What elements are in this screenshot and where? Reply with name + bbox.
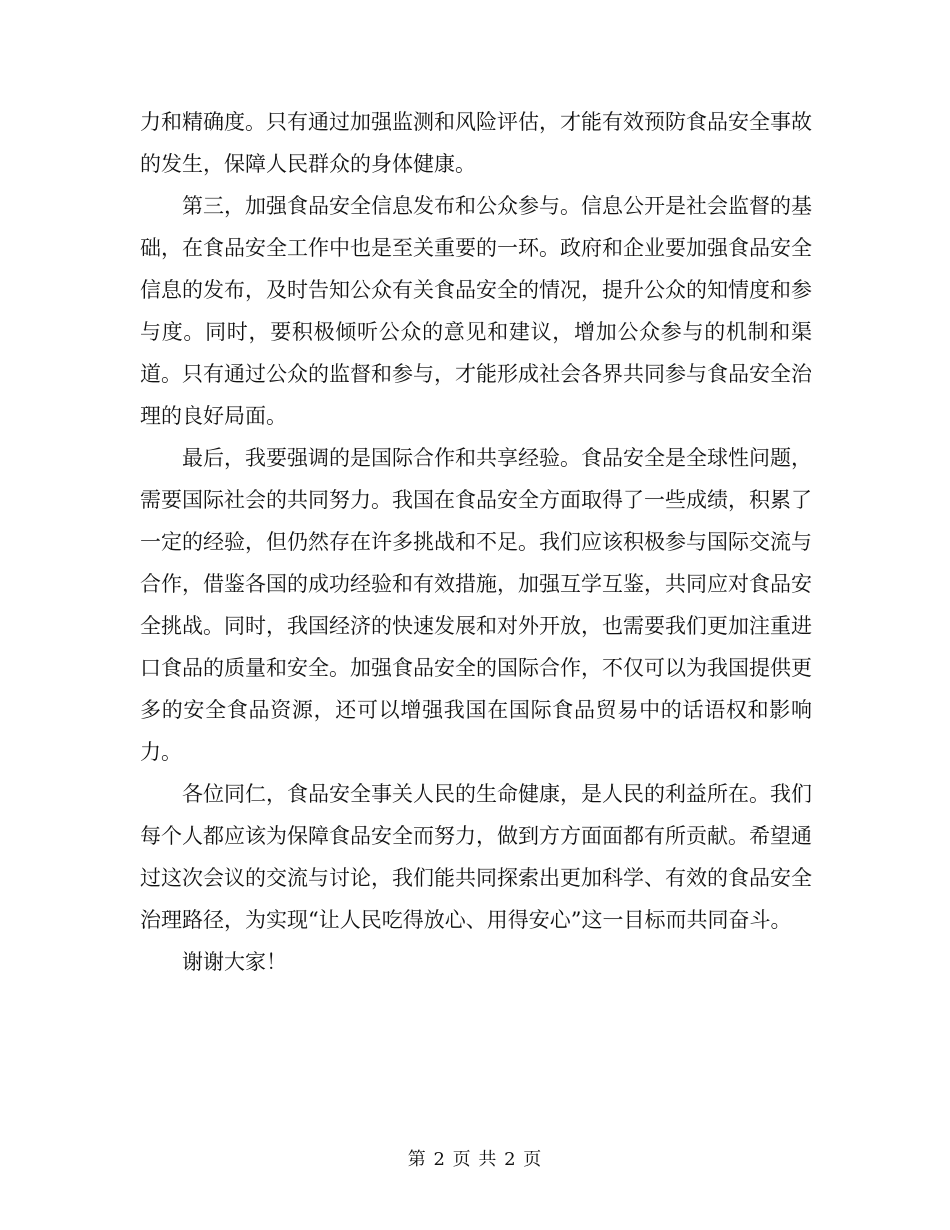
paragraph-continued-monitoring: 力和精确度。只有通过加强监测和风险评估，才能有效预防食品安全事故的发生，保障人民群众的身体健康。 <box>140 110 812 176</box>
paragraph-information-disclosure: 第三，加强食品安全信息发布和公众参与。信息公开是社会监督的基础，在食品安全工作中也是至关重要的一环。政府和企业要加强食品安全信息的发布，及时告知公众有关食品安全的情况，提升公众的知情度和参与度。同时，要积极倾听公众的意见和建议，增加公众参与的机制和渠道。只有通过公众的监督和参与，才能形成社会各界共同参与食品安全治理的良好局面。 <box>140 194 812 428</box>
document-body <box>140 101 812 983</box>
paragraph-international-cooperation: 最后，我要强调的是国际合作和共享经验。食品安全是全球性问题，需要国际社会的共同努力。我国在食品安全方面取得了一些成绩，积累了一定的经验，但仍然存在许多挑战和不足。我们应该积极参与国际交流与合作，借鉴各国的成功经验和有效措施，加强互学互鉴，共同应对食品安全挑战。同时，我国经济的快速发展和对外开放，也需要我们更加注重进口食品的质量和安全。加强食品安全的国际合作，不仅可以为我国提供更多的安全食品资源，还可以增强我国在国际食品贸易中的话语权和影响力。 <box>140 446 812 764</box>
page-number-footer: 第 2 页 共 2 页 <box>407 1149 543 1170</box>
paragraph-thanks: 谢谢大家！ <box>182 950 287 974</box>
paragraph-closing-appeal: 各位同仁，食品安全事关人民的生命健康，是人民的利益所在。我们每个人都应该为保障食品安全而努力，做到方方面面都有所贡献。希望通过这次会议的交流与讨论，我们能共同探索出更加科学、有效的食品安全治理路径，为实现“让人民吃得放心、用得安心”这一目标而共同奋斗。 <box>140 782 812 932</box>
